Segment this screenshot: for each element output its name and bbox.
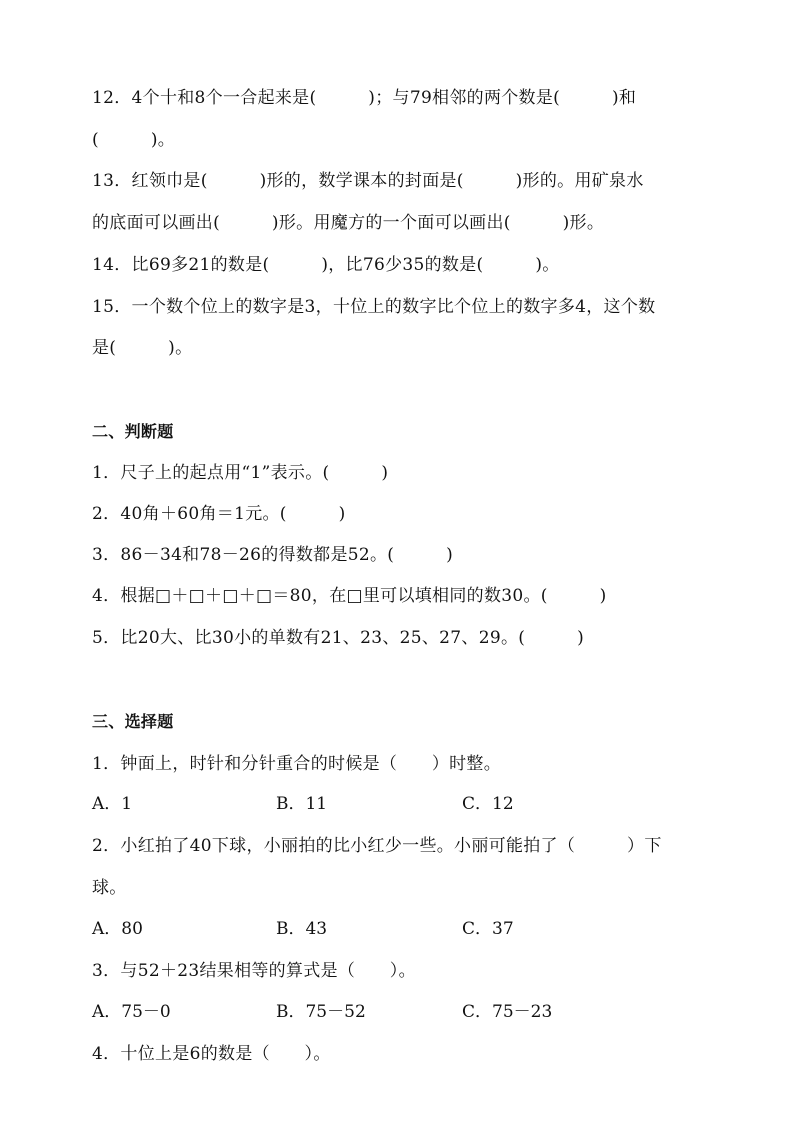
option-c: C．37 [462, 919, 514, 939]
question-15-line-1: 15．一个数个位上的数字是3，十位上的数字比个位上的数字多4，这个数 [92, 297, 656, 317]
choice-question-1-options [92, 792, 712, 816]
choice-question-1-stem: 1．钟面上，时针和分针重合的时候是（ ）时整。 [92, 754, 502, 774]
choice-question-3-options [92, 1000, 712, 1024]
option-c: C．75－23 [462, 1002, 553, 1022]
question-15-line-2: 是( )。 [92, 338, 193, 358]
choice-question-4-stem: 4．十位上是6的数是（ ）。 [92, 1044, 331, 1064]
choice-question-2-stem-line-2: 球。 [92, 878, 127, 898]
question-14: 14．比69多21的数是( )，比76少35的数是( )。 [92, 255, 560, 275]
judge-item-3: 3．86－34和78－26的得数都是52。( ) [92, 545, 454, 565]
choice-question-3-stem: 3．与52＋23结果相等的算式是（ ）。 [92, 961, 416, 981]
option-b: B．75－52 [276, 1002, 366, 1022]
choice-question-2-options [92, 917, 712, 941]
section-heading-choice: 三、选择题 [92, 712, 174, 731]
option-b: B．11 [276, 794, 328, 814]
section-heading-judge: 二、判断题 [92, 422, 174, 441]
question-13-line-1: 13．红领巾是( )形的，数学课本的封面是( )形的。用矿泉水 [92, 171, 644, 191]
judge-item-2: 2．40角＋60角＝1元。( ) [92, 504, 346, 524]
judge-item-4: 4．根据□＋□＋□＋□＝80，在□里可以填相同的数30。( ) [92, 586, 607, 606]
question-12-line-2: ( )。 [92, 130, 176, 150]
question-12-line-1: 12．4个十和8个一合起来是( )；与79相邻的两个数是( )和 [92, 88, 637, 108]
judge-item-5: 5．比20大、比30小的单数有21、23、25、27、29。( ) [92, 628, 585, 648]
choice-question-2-stem-line-1: 2．小红拍了40下球，小丽拍的比小红少一些。小丽可能拍了（ ）下 [92, 836, 662, 856]
option-a: A．80 [92, 919, 143, 939]
option-b: B．43 [276, 919, 328, 939]
judge-item-1: 1．尺子上的起点用“1”表示。( ) [92, 463, 389, 483]
option-c: C．12 [462, 794, 514, 814]
question-13-line-2: 的底面可以画出( )形。用魔方的一个面可以画出( )形。 [92, 213, 605, 233]
option-a: A．75－0 [92, 1002, 171, 1022]
option-a: A．1 [92, 794, 133, 814]
